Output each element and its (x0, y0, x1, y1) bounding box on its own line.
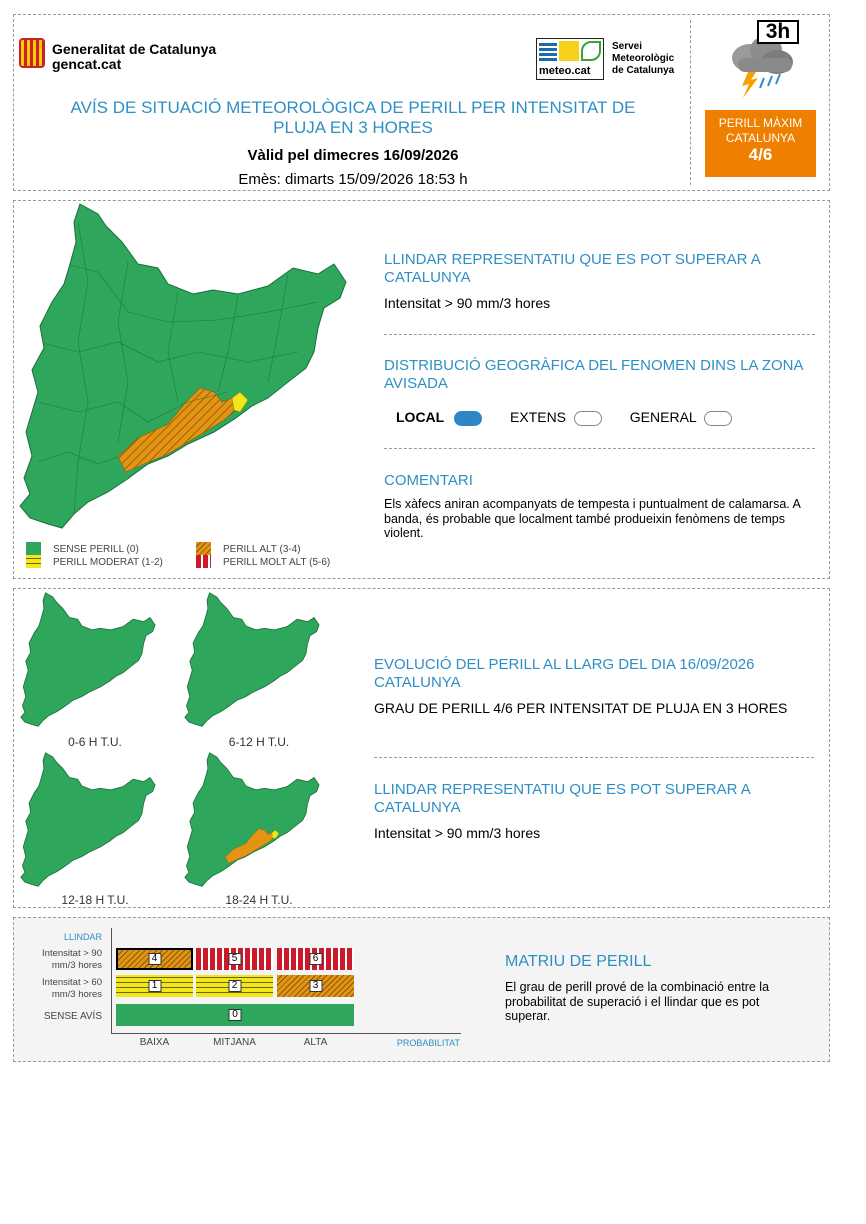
evolution-threshold-value: Intensitat > 90 mm/3 hores (374, 825, 541, 841)
legend-swatch-green (26, 542, 41, 555)
distribution-general-label: GENERAL (629, 409, 697, 425)
max-danger-value: 4/6 (748, 145, 773, 164)
legend-swatch-yellow (26, 555, 41, 568)
mini-map-12-18 (20, 750, 160, 890)
duration-badge: 3h (757, 20, 799, 44)
matrix-x-label-mitjana: MITJANA (213, 1037, 256, 1048)
legend-label-yellow: PERILL MODERAT (1-2) (53, 557, 163, 568)
legend-swatch-orange (196, 542, 211, 555)
matrix-cell-1 (116, 975, 193, 997)
matrix-cell-0 (116, 1004, 354, 1026)
matrix-x-label-alta: ALTA (303, 1037, 328, 1048)
comment-title: COMENTARI (384, 472, 473, 489)
mini-map-12-18-label: 12-18 H T.U. (61, 893, 129, 907)
section1-divider-1 (384, 334, 815, 335)
evolution-title: EVOLUCIÓ DEL PERILL AL LLARG DEL DIA 16/09/2026 CATALUNYA (374, 656, 755, 691)
matrix-cell-4 (116, 948, 193, 970)
matrix-x-label-baixa: BAIXA (139, 1037, 170, 1048)
smc-name-3: de Catalunya (612, 65, 675, 76)
mini-map-0-6 (20, 590, 160, 730)
distribution-local-label: LOCAL (396, 409, 445, 425)
matrix-cell-5-value: 5 (228, 953, 241, 965)
smc-name-2: Meteorològic (612, 53, 675, 64)
distribution-general-toggle[interactable] (704, 411, 732, 426)
matrix-cell-2 (196, 975, 273, 997)
matrix-y-axis-title: LLINDAR (63, 932, 102, 942)
matrix-cell-6 (277, 948, 354, 970)
threshold-title: LLINDAR REPRESENTATIU QUE ES POT SUPERAR A CATALUNYA (384, 251, 760, 286)
generalitat-logo (19, 38, 45, 68)
warning-title-line2: PLUJA EN 3 HORES (273, 118, 433, 137)
matrix-cell-3 (277, 975, 354, 997)
issued-date: Emès: dimarts 15/09/2026 18:53 h (238, 171, 468, 188)
matrix-cell-0-value: 0 (229, 1009, 242, 1021)
matrix-row1-label-1: Intensitat > 90 (42, 948, 102, 959)
legend-label-red: PERILL MOLT ALT (5-6) (223, 557, 331, 568)
org-name: Generalitat de Catalunya (52, 41, 217, 57)
max-danger-line1: PERILL MÀXIM (718, 116, 803, 130)
distribution-options (396, 409, 732, 426)
matrix-title: MATRIU DE PERILL (505, 953, 652, 970)
org-site: gencat.cat (52, 56, 122, 72)
matrix-cell-4-value: 4 (148, 953, 161, 965)
mini-map-18-24-label: 18-24 H T.U. (225, 893, 293, 907)
legend-label-green: SENSE PERILL (0) (53, 544, 139, 555)
matrix-row1-label-2: mm/3 hores (51, 960, 102, 971)
valid-date: Vàlid pel dimecres 16/09/2026 (247, 147, 459, 164)
section1-divider-2 (384, 448, 815, 449)
matrix-row3-label: SENSE AVÍS (43, 1011, 102, 1022)
threshold-value: Intensitat > 90 mm/3 hores (384, 295, 551, 311)
matrix-cell-1-value: 1 (148, 980, 161, 992)
matrix-row2-label-2: mm/3 hores (51, 989, 102, 1000)
legend-label-orange: PERILL ALT (3-4) (223, 544, 301, 555)
warning-title-line1: AVÍS DE SITUACIÓ METEOROLÒGICA DE PERILL PER INTENSITAT DE (70, 98, 636, 117)
meteocat-logo (536, 38, 604, 80)
matrix-x-axis (111, 1033, 461, 1034)
distribution-local-toggle[interactable] (454, 411, 482, 426)
section2-divider (374, 757, 814, 758)
distribution-extens-label: EXTENS (510, 409, 567, 425)
evolution-value: GRAU DE PERILL 4/6 PER INTENSITAT DE PLUJA EN 3 HORES (374, 700, 788, 716)
max-danger-box (705, 110, 816, 177)
distribution-title: DISTRIBUCIÓ GEOGRÀFICA DEL FENOMEN DINS LA ZONA AVISADA (384, 357, 803, 392)
matrix-row2-label-1: Intensitat > 60 (42, 977, 102, 988)
matrix-cell-2-value: 2 (228, 980, 241, 992)
matrix-cell-6-value: 6 (309, 953, 322, 965)
max-danger-line2: CATALUNYA (725, 131, 796, 145)
meteocat-label: meteo.cat (539, 65, 591, 77)
mini-map-18-24 (184, 750, 324, 890)
mini-map-0-6-label: 0-6 H T.U. (68, 735, 122, 749)
rain-3h-icon (722, 20, 802, 100)
catalonia-main-map (18, 202, 358, 532)
mini-map-6-12-label: 6-12 H T.U. (228, 735, 290, 749)
evolution-threshold-title: LLINDAR REPRESENTATIU QUE ES POT SUPERAR A CATALUNYA (374, 781, 750, 816)
comment-text: Els xàfecs aniran acompanyats de tempesta i puntualment de calamarsa. A banda, és probable que localment també produeixin fenòmens de temps violent. (384, 497, 801, 540)
distribution-extens-toggle[interactable] (574, 411, 602, 426)
matrix-y-axis (111, 928, 112, 1034)
matrix-text: El grau de perill prové de la combinació entre la probabilitat de superació i el llindar que es pot superar. (505, 980, 770, 1023)
matrix-x-axis-title: PROBABILITAT (396, 1038, 460, 1048)
matrix-cell-3-value: 3 (309, 980, 322, 992)
matrix-cell-5 (196, 948, 273, 970)
legend-swatch-red (196, 555, 211, 568)
smc-name-1: Servei (612, 41, 643, 52)
mini-map-6-12 (184, 590, 324, 730)
